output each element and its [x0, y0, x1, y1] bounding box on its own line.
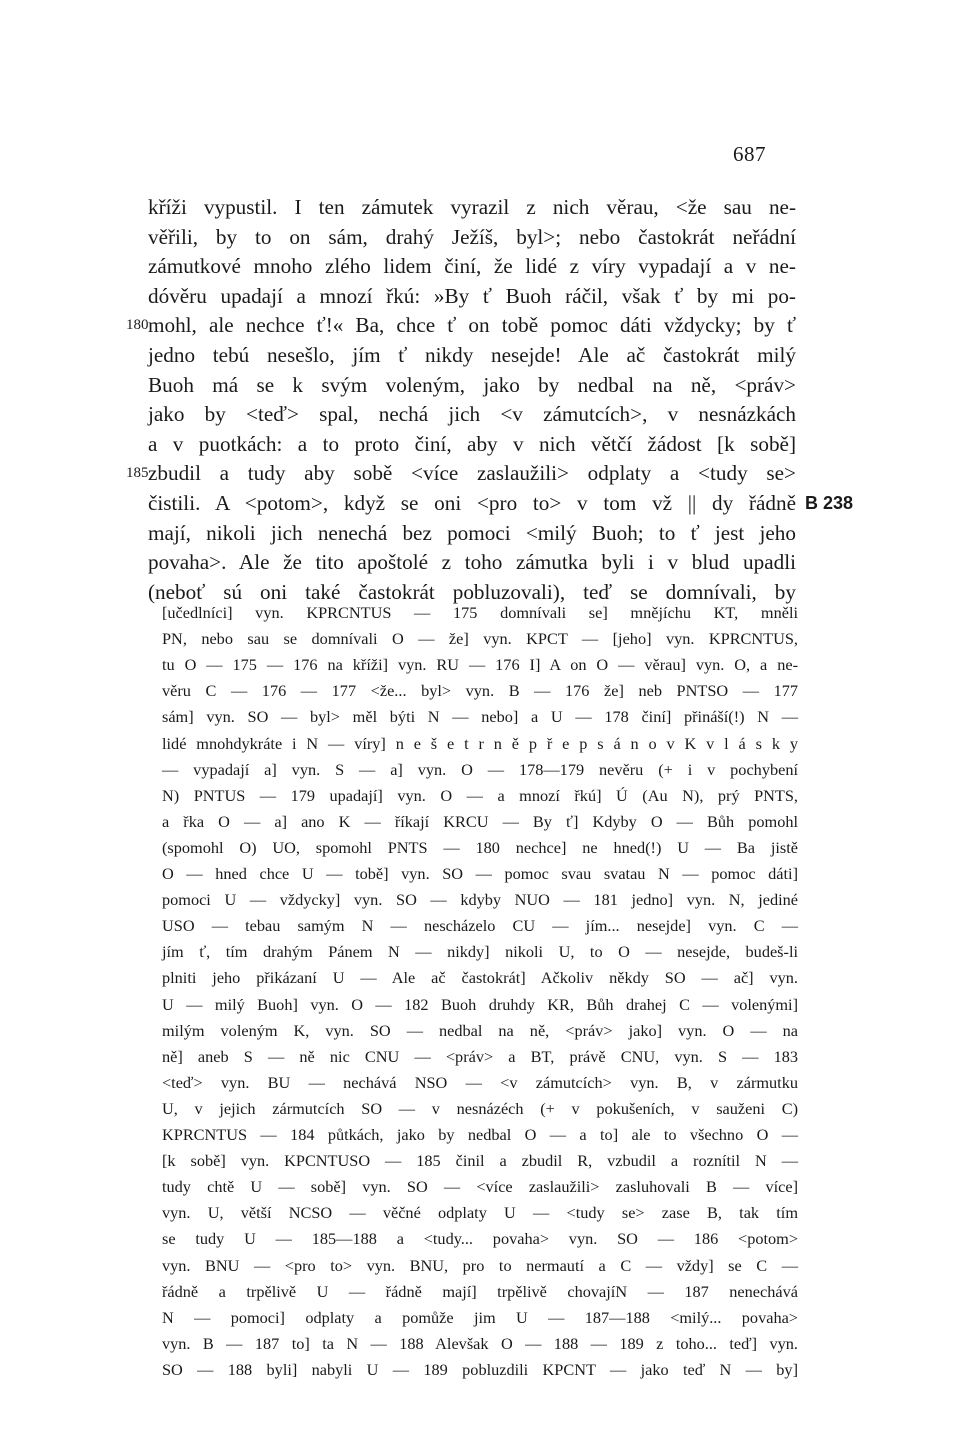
apparatus-line: plniti jeho přikázaní U — Ale ač častokrát] Ačkoliv někdy SO — ač] vyn. — [162, 968, 798, 988]
apparatus-line: tu O — 175 — 176 na kříži] vyn. RU — 176 I] A on O — věrau] vyn. O, a ne- — [162, 655, 798, 675]
text-line: zbudil a tudy aby sobě <více zaslaužili> odplaty a <tudy se> — [148, 461, 796, 486]
text-line: dóvěru upadají a mnozí řkú: »By ť Buoh ráčil, však ť by mi po- — [148, 283, 796, 308]
apparatus-line: N) PNTUS — 179 upadají] vyn. O — a mnozí řkú] Ú (Au N), prý PNTS, — [162, 785, 798, 805]
apparatus-line: U — milý Buoh] vyn. O — 182 Buoh druhdy KR, Bůh drahej C — volenými] — [162, 994, 798, 1014]
apparatus-line: U, v jejich zármutcích SO — v nesnázéch (+ v pokušeních, v sauženi C) — [162, 1098, 798, 1118]
apparatus-line: a řka O — a] ano K — říkají KRCU — By ť] Kdyby O — Bůh pomohl — [162, 811, 798, 831]
text-line: (neboť sú oni také častokrát pobluzovali), teď se domnívali, by — [148, 579, 796, 604]
text-line: jedno tebú nesešlo, jím ť nikdy nesejde! Ale ač častokrát milý — [148, 343, 796, 367]
text-line: mají, nikoli jich nenechá bez pomoci <milý Buoh; to ť jest jeho — [148, 520, 796, 545]
apparatus-line: se tudy U — 185—188 a <tudy... povaha> vyn. SO — 186 <potom> — [162, 1229, 798, 1249]
apparatus-line: tudy chtě U — sobě] vyn. SO — <více zaslaužili> zasluhovali B — více] — [162, 1177, 798, 1197]
text-line: kříži vypustil. I ten zámutek vyrazil z nich věrau, <že sau ne- — [148, 195, 796, 219]
apparatus-line: KPRCNTUS — 184 půtkách, jako by nedbal O — a to] ale to všechno O — — [162, 1125, 798, 1144]
apparatus-line: milým voleným K, vyn. SO — nedbal na ně, <práv> jako] vyn. O — na — [162, 1020, 798, 1040]
apparatus-line: <teď> vyn. BU — nechává NSO — <v zámutcích> vyn. B, v zármutku — [162, 1072, 798, 1092]
apparatus-line: vyn. U, větší NCSO — věčné odplaty U — <tudy se> zase B, tak tím — [162, 1203, 798, 1223]
apparatus-line: sám] vyn. SO — byl> měl býti N — nebo] a U — 178 činí] přináší(!) N — — [162, 707, 798, 727]
text-line: a v puotkách: a to proto činí, aby v nich větčí žádost [k sobě] — [148, 431, 796, 456]
apparatus-line: SO — 188 byli] nabyli U — 189 pobluzdili KPCNT — jako teď N — by] — [162, 1359, 798, 1379]
margin-folio-reference: B 238 — [805, 493, 854, 513]
apparatus-line: [k sobě] vyn. KPCNTUSO — 185 činil a zbudil R, vzbudil a roznítil N — — [162, 1151, 798, 1171]
apparatus-line: (spomohl O) UO, spomohl PNTS — 180 nechce] ne hned(!) U — Ba jistě — [162, 837, 798, 857]
text-line: povaha>. Ale že tito apoštolé z toho zámutka byli i v blud upadli — [148, 550, 796, 575]
text-line: zámutkové mnoho zlého lidem činí, že lidé z víry vypadají a v ne- — [148, 254, 796, 279]
apparatus-line: ně] aneb S — ně nic CNU — <práv> a BT, právě CNU, vyn. S — 183 — [162, 1046, 798, 1066]
text-line: věřili, by to on sám, drahý Ježíš, byl>; nebo častokrát neřádní — [148, 224, 796, 249]
text-line: Buoh má se k svým voleným, jako by nedbal na ně, <práv> — [148, 372, 796, 397]
apparatus-line: vyn. BNU — <pro to> vyn. BNU, pro to nermautí a C — vždy] se C — — [162, 1255, 798, 1275]
apparatus-line: lidé mnohdykráte i N — víry] n e š e t r n ě p ř e p s á n o v K v l á s k y — [162, 733, 798, 753]
apparatus-line: PN, nebo sau se domnívali O — že] vyn. KPCT — [jeho] vyn. KPRCNTUS, — [162, 629, 798, 649]
apparatus-line: věru C — 176 — 177 <že... byl> vyn. B — 176 že] neb PNTSO — 177 — [162, 681, 798, 701]
apparatus-line: — vypadají a] vyn. S — a] vyn. O — 178—179 nevěru (+ i v pochybení — [162, 759, 798, 779]
page-number: 687 — [733, 142, 766, 166]
apparatus-line: pomoci U — vždycky] vyn. SO — kdyby NUO — 181 jedno] vyn. N, jediné — [162, 890, 798, 910]
apparatus-line: [učedlníci] vyn. KPRCNTUS — 175 domnívali se] mnějíchu KT, mněli — [162, 603, 798, 622]
text-line: mohl, ale nechce ť!« Ba, chce ť on tobě pomoc dáti vždycky; by ť — [148, 313, 796, 338]
apparatus-line: jím ť, tím drahým Pánem N — nikdy] nikoli U, to O — nesejde, budeš-li — [162, 942, 798, 962]
margin-line-number: 185 — [126, 465, 149, 482]
text-line: čistili. A <potom>, když se oni <pro to> v tom vž || dy řádně — [148, 491, 796, 515]
apparatus-line: O — hned chce U — tobě] vyn. SO — pomoc svau svatau N — pomoc dáti] — [162, 864, 798, 883]
apparatus-line: USO — tebau samým N — nescházelo CU — jím... nesejde] vyn. C — — [162, 916, 798, 936]
apparatus-line: řádně a trpělivě U — řádně mají] trpělivě chovajíN — 187 nenechává — [162, 1281, 798, 1301]
text-line: jako by <teď> spal, nechá jich <v zámutcích>, v nesnázkách — [148, 402, 796, 427]
apparatus-line: N — pomoci] odplaty a pomůže jim U — 187—188 <milý... povaha> — [162, 1307, 798, 1327]
apparatus-line: vyn. B — 187 to] ta N — 188 Alevšak O — 188 — 189 z toho... teď] vyn. — [162, 1333, 798, 1353]
margin-line-number: 180 — [126, 317, 149, 334]
